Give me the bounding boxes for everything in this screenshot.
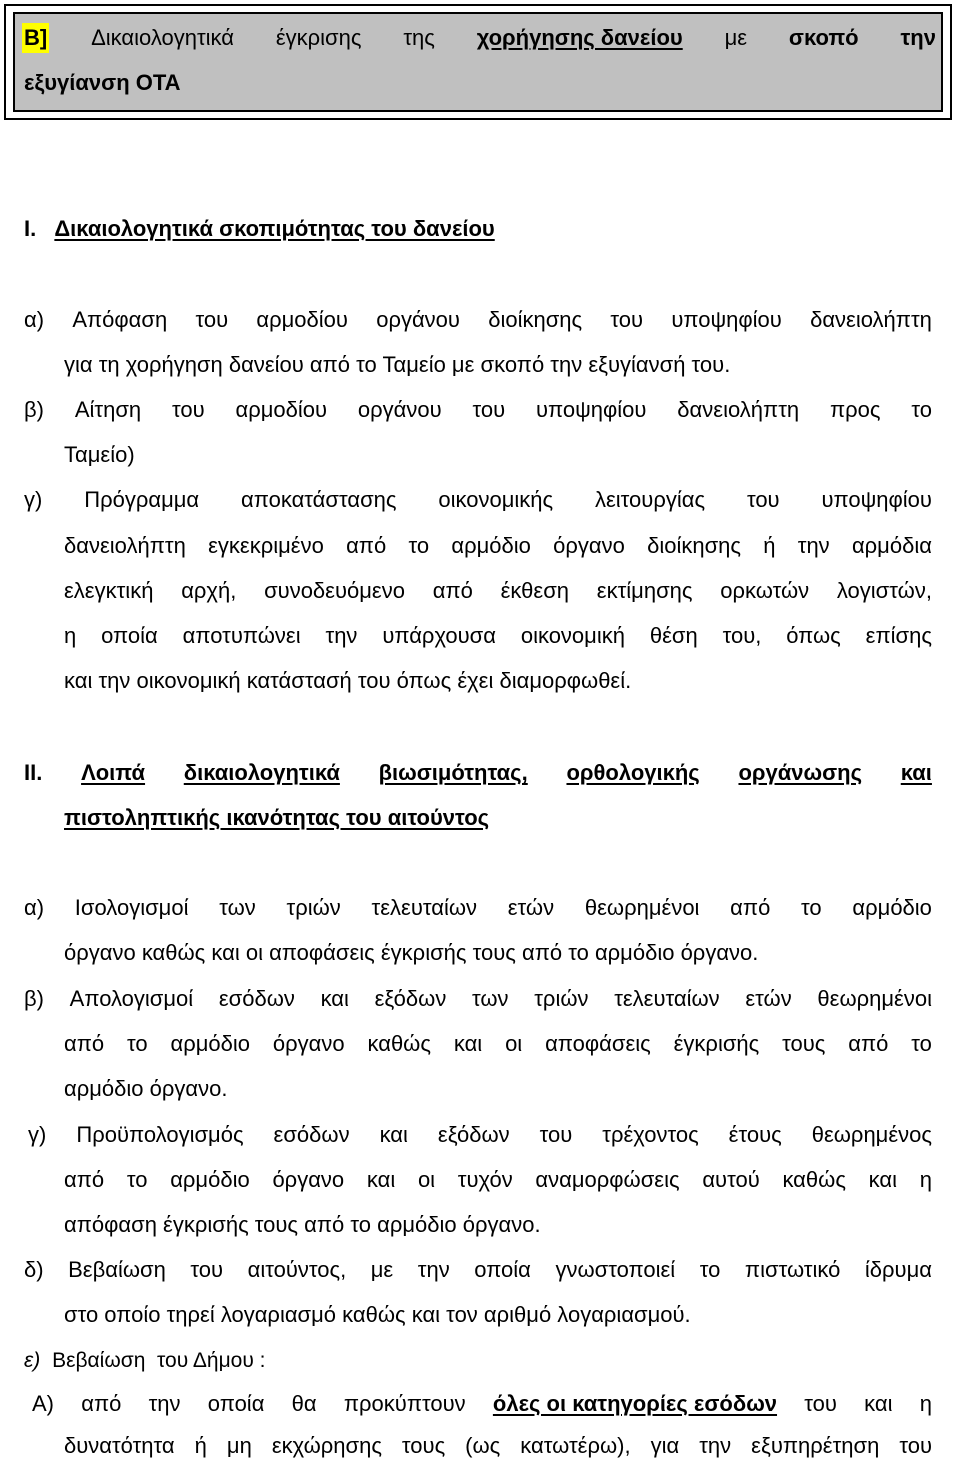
word: πιστωτικό bbox=[744, 1257, 841, 1282]
word: εκτίμησης bbox=[596, 578, 693, 603]
word: η bbox=[919, 1391, 932, 1416]
word: αρμοδίου bbox=[256, 307, 348, 332]
word: προκύπτουν bbox=[343, 1391, 466, 1416]
header-label: Β] bbox=[22, 23, 49, 53]
word: την bbox=[325, 623, 358, 648]
word: του bbox=[746, 487, 780, 512]
item-2a-line-2: όργανο καθώς και οι αποφάσεις έγκρισής τους από το αρμόδιο όργανο. bbox=[64, 940, 759, 965]
word: δυνατότητα bbox=[64, 1433, 175, 1458]
word: από bbox=[64, 1031, 105, 1056]
item-1c-line-1 bbox=[24, 485, 932, 515]
word: εγκεκριμένο bbox=[208, 533, 324, 558]
word: λειτουργίας bbox=[594, 487, 706, 512]
word: ορκωτών bbox=[720, 578, 810, 603]
word: οικονομικής bbox=[438, 487, 554, 512]
word: έγκρισής bbox=[673, 1031, 760, 1056]
word: συνοδευόμενο bbox=[264, 578, 405, 603]
word: Α) bbox=[32, 1391, 54, 1416]
word: αποτυπώνει bbox=[182, 623, 301, 648]
word: την bbox=[797, 533, 830, 558]
item-1a-line-1 bbox=[24, 305, 932, 335]
word: αιτούντος, bbox=[247, 1257, 347, 1282]
word: Απόφαση bbox=[72, 307, 168, 332]
word: τους bbox=[782, 1031, 826, 1056]
item-2a-line-1 bbox=[24, 893, 932, 923]
word: οι bbox=[505, 1031, 523, 1056]
word: οι bbox=[417, 1167, 436, 1192]
word: δανειολήπτη bbox=[64, 533, 186, 558]
word: γ) bbox=[24, 487, 43, 512]
word: ή bbox=[763, 533, 776, 558]
word: το bbox=[408, 533, 430, 558]
word: γ) bbox=[28, 1122, 47, 1147]
word: όργανο bbox=[272, 1031, 345, 1056]
word: προς bbox=[829, 397, 881, 422]
word: υποψηφίου bbox=[671, 307, 782, 332]
word: Προϋπολογισμός bbox=[76, 1122, 244, 1147]
word: για bbox=[650, 1433, 680, 1458]
word: το bbox=[699, 1257, 721, 1282]
word: του bbox=[195, 307, 229, 332]
word: από bbox=[848, 1031, 889, 1056]
word: δικαιολογητικά bbox=[183, 760, 340, 785]
word: α) bbox=[24, 307, 45, 332]
word: Απολογισμοί bbox=[69, 986, 194, 1011]
word: των bbox=[472, 986, 509, 1011]
word: ίδρυμα bbox=[864, 1257, 932, 1282]
item-1a-line-2: για τη χορήγηση δανείου από το Ταμείο με σκοπό την εξυγίανσή του. bbox=[64, 352, 731, 377]
word: αρχή, bbox=[181, 578, 237, 603]
section-1-number: Ι. bbox=[24, 216, 37, 241]
word: το bbox=[126, 1167, 148, 1192]
word: του bbox=[472, 397, 506, 422]
word: καθώς bbox=[367, 1031, 431, 1056]
word: ετών bbox=[745, 986, 792, 1011]
word: οικονομική bbox=[520, 623, 625, 648]
word: αποκατάστασης bbox=[241, 487, 397, 512]
word: και bbox=[900, 760, 932, 785]
word: η bbox=[64, 623, 77, 648]
word: του bbox=[171, 397, 205, 422]
word: ή bbox=[194, 1433, 207, 1458]
word: εξόδων bbox=[374, 986, 447, 1011]
word: υπάρχουσα bbox=[382, 623, 496, 648]
item-2b-line-1 bbox=[24, 984, 932, 1014]
word: του, bbox=[722, 623, 762, 648]
word: τριών bbox=[534, 986, 589, 1011]
word: όργανο bbox=[553, 533, 625, 558]
word: τυχόν bbox=[457, 1167, 513, 1192]
item-2b-line-3: αρμόδιο όργανο. bbox=[64, 1076, 228, 1101]
item-2e-line-1 bbox=[24, 1346, 266, 1376]
header-word: Δικαιολογητικά bbox=[91, 25, 234, 50]
word: δανειολήπτη bbox=[810, 307, 932, 332]
word: εκχώρησης bbox=[271, 1433, 382, 1458]
item-2d-line-1 bbox=[24, 1255, 932, 1285]
word: διοίκησης bbox=[488, 307, 583, 332]
header-line-1 bbox=[24, 23, 936, 53]
word: δανειολήπτη bbox=[677, 397, 800, 422]
word: αρμόδιο bbox=[852, 895, 932, 920]
word: αυτού bbox=[702, 1167, 760, 1192]
item-1c-line-4 bbox=[64, 621, 932, 651]
word: αρμόδιο bbox=[451, 533, 531, 558]
word: έκθεση bbox=[500, 578, 570, 603]
word: κατωτέρω), bbox=[520, 1433, 631, 1458]
word: καθώς bbox=[782, 1167, 846, 1192]
word: οργάνου bbox=[357, 397, 442, 422]
word: επίσης bbox=[865, 623, 932, 648]
header-word-bold: την bbox=[900, 25, 936, 50]
word: όργανο bbox=[272, 1167, 345, 1192]
word: και bbox=[453, 1031, 483, 1056]
word: τελευταίων bbox=[371, 895, 478, 920]
item-2e-A-line-1 bbox=[32, 1389, 932, 1419]
word: οποία bbox=[474, 1257, 531, 1282]
word: τους bbox=[401, 1433, 446, 1458]
word: εξυπηρέτηση bbox=[751, 1433, 880, 1458]
item-2c-line-3: απόφαση έγκρισής τους από το αρμόδιο όργανο. bbox=[64, 1212, 541, 1237]
section-2-heading-cont: πιστοληπτικής ικανότητας του αιτούντος bbox=[64, 805, 490, 830]
word: οποία bbox=[101, 623, 158, 648]
word: το bbox=[127, 1031, 148, 1056]
word: από bbox=[346, 533, 387, 558]
word: οποία bbox=[207, 1391, 265, 1416]
word: δ) bbox=[24, 1257, 44, 1282]
word: και bbox=[366, 1167, 396, 1192]
header-word-bold: σκοπό bbox=[788, 25, 859, 50]
item-2d-line-2: στο οποίο τηρεί λογαριασμό καθώς και τον αριθμό λογαριασμού. bbox=[64, 1302, 691, 1327]
header-box bbox=[4, 4, 952, 120]
word: από bbox=[730, 895, 771, 920]
section-2-title-line-2 bbox=[64, 803, 489, 833]
word: τριών bbox=[286, 895, 341, 920]
word: το bbox=[911, 1031, 932, 1056]
word: εξόδων bbox=[437, 1122, 510, 1147]
word: μη bbox=[226, 1433, 252, 1458]
word: αρμόδιο bbox=[170, 1031, 251, 1056]
word: θέση bbox=[649, 623, 698, 648]
item-1c-line-3 bbox=[64, 576, 932, 606]
word: υποψηφίου bbox=[821, 487, 932, 512]
word: την bbox=[148, 1391, 181, 1416]
word: τελευταίων bbox=[614, 986, 720, 1011]
word: τρέχοντος bbox=[602, 1122, 699, 1147]
word: την bbox=[699, 1433, 732, 1458]
header-line-2: εξυγίανση ΟΤΑ bbox=[24, 70, 181, 95]
word: όπως bbox=[786, 623, 841, 648]
word: και bbox=[379, 1122, 408, 1147]
word: το bbox=[911, 397, 932, 422]
word: από bbox=[64, 1167, 105, 1192]
word: του bbox=[804, 1391, 837, 1416]
word: Βεβαίωση bbox=[68, 1257, 166, 1282]
header-word: έγκρισης bbox=[275, 25, 362, 50]
word: την bbox=[417, 1257, 450, 1282]
item-1c-line-2 bbox=[64, 531, 932, 561]
word: το bbox=[801, 895, 822, 920]
word: θεωρημένοι bbox=[817, 986, 932, 1011]
word: βιωσιμότητας, bbox=[378, 760, 528, 785]
word: (ως bbox=[465, 1433, 501, 1458]
word: η bbox=[919, 1167, 932, 1192]
word: θεωρημένος bbox=[811, 1122, 932, 1147]
word: του bbox=[899, 1433, 932, 1458]
word: διοίκησης bbox=[647, 533, 741, 558]
header-word: της bbox=[403, 25, 435, 50]
item-2e-A-line-2 bbox=[64, 1431, 932, 1461]
word: από bbox=[432, 578, 473, 603]
word: Λοιπά bbox=[81, 760, 146, 785]
word: αρμόδια bbox=[851, 533, 932, 558]
section-2-title-line-1 bbox=[24, 758, 932, 788]
word: λογιστών, bbox=[836, 578, 932, 603]
word: του bbox=[190, 1257, 224, 1282]
item-1c-line-5: και την οικονομική κατάστασή του όπως έχει διαμορφωθεί. bbox=[64, 668, 632, 693]
item-2b-line-2 bbox=[64, 1029, 932, 1059]
word: Ισολογισμοί bbox=[74, 895, 189, 920]
section-1-title bbox=[24, 214, 495, 244]
word: θεωρημένοι bbox=[584, 895, 700, 920]
word: β) bbox=[24, 397, 44, 422]
word: και bbox=[320, 986, 349, 1011]
section-1-heading: Δικαιολογητικά σκοπιμότητας του δανείου bbox=[54, 216, 495, 241]
word: αναμορφώσεις bbox=[535, 1167, 680, 1192]
word: των bbox=[219, 895, 256, 920]
word: Αίτηση bbox=[74, 397, 142, 422]
word: του bbox=[539, 1122, 573, 1147]
word: και bbox=[864, 1391, 893, 1416]
item-2c-line-2 bbox=[64, 1165, 932, 1195]
word: αρμόδιο bbox=[170, 1167, 250, 1192]
item-1b-line-1 bbox=[24, 395, 932, 425]
word: αρμοδίου bbox=[235, 397, 328, 422]
item-2e-text: Βεβαίωση του Δήμου : bbox=[52, 1349, 266, 1372]
word: οργάνου bbox=[376, 307, 460, 332]
word: έτους bbox=[728, 1122, 782, 1147]
item-2e-label: ε) bbox=[24, 1349, 41, 1372]
word: υποψηφίου bbox=[535, 397, 647, 422]
word: θα bbox=[291, 1391, 317, 1416]
word: β) bbox=[24, 986, 44, 1011]
word: και bbox=[868, 1167, 897, 1192]
word: α) bbox=[24, 895, 45, 920]
word: του bbox=[610, 307, 644, 332]
item-2c-line-1 bbox=[28, 1120, 932, 1150]
emphasis-phrase: όλες οι κατηγορίες εσόδων bbox=[492, 1391, 778, 1416]
word: γνωστοποιεί bbox=[555, 1257, 676, 1282]
word: αποφάσεις bbox=[545, 1031, 651, 1056]
header-word: με bbox=[724, 25, 748, 50]
word: ορθολογικής bbox=[566, 760, 700, 785]
word: Πρόγραμμα bbox=[84, 487, 200, 512]
header-word-emphasis: χορήγησης δανείου bbox=[476, 25, 683, 50]
word: με bbox=[370, 1257, 394, 1282]
word: ελεγκτική bbox=[64, 578, 154, 603]
word: εσόδων bbox=[273, 1122, 350, 1147]
word: οργάνωσης bbox=[738, 760, 863, 785]
word: από bbox=[81, 1391, 122, 1416]
item-1b-line-2: Ταμείο) bbox=[64, 442, 135, 467]
word: ετών bbox=[507, 895, 555, 920]
section-2-number: ΙΙ. bbox=[24, 760, 43, 785]
word: εσόδων bbox=[218, 986, 295, 1011]
